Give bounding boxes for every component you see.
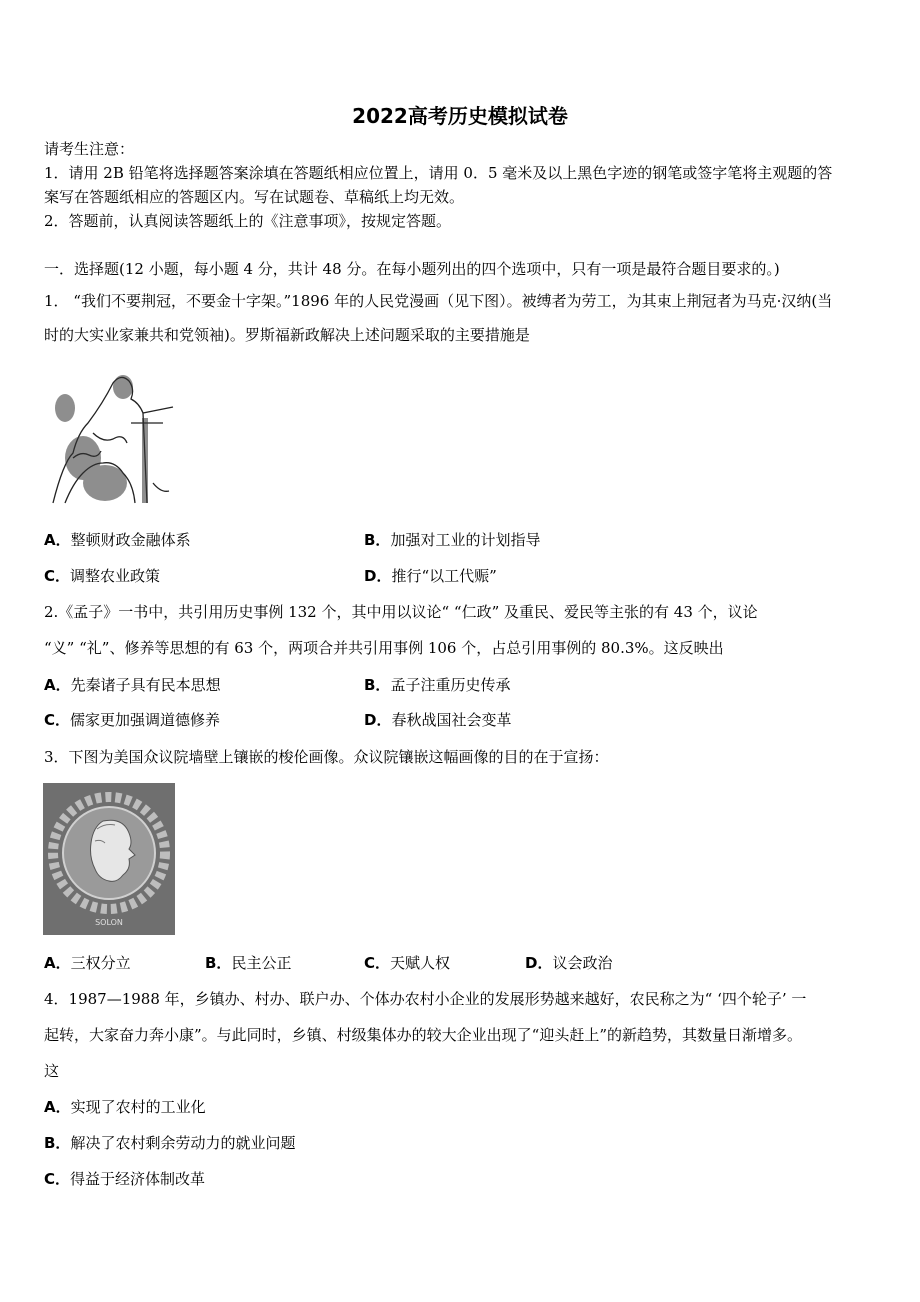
q2-option-c-text: 儒家更加强调道德修养 — [70, 711, 221, 729]
q2-option-a[interactable] — [44, 675, 221, 695]
q4-option-a[interactable] — [44, 1097, 206, 1117]
q4-stem-line-3: 这 — [44, 1062, 60, 1080]
q2-stem-line-2: “义” “礼”、修养等思想的有 63 个，两项合并共引用事例 106 个，占总引用事例的 80.3%。这反映出 — [44, 639, 724, 657]
q4-option-c[interactable] — [44, 1169, 205, 1189]
q3-option-c-label: C． — [364, 954, 391, 972]
q2-option-d-label: D． — [364, 711, 392, 729]
q4-option-c-label: C． — [44, 1170, 71, 1188]
page-title: 2022高考历史模拟试卷 — [352, 104, 568, 128]
q2-option-c[interactable] — [44, 710, 220, 730]
notice-line-1a: 1．请用 2B 铅笔将选择题答案涂填在答题纸相应位置上，请用 0．5 毫米及以上黑色字迹的钢笔或签字笔将主观题的答 — [44, 164, 833, 182]
q4-stem-line-1: 4．1987—1988 年，乡镇办、村办、联户办、个体办农村小企业的发展形势越来越好，农民称之为“ ‘四个轮子’ 一 — [44, 990, 807, 1008]
q3-option-b[interactable] — [205, 953, 291, 973]
q4-option-a-text: 实现了农村的工业化 — [70, 1098, 206, 1116]
q3-option-c[interactable] — [364, 953, 450, 973]
q1-option-c-text: 调整农业政策 — [70, 567, 161, 585]
q4-option-b[interactable] — [44, 1133, 295, 1153]
q1-option-b[interactable] — [364, 530, 540, 550]
q2-option-b-text: 孟子注重历史传承 — [390, 676, 511, 694]
q3-option-d-label: D． — [525, 954, 553, 972]
q3-option-a-label: A． — [44, 954, 71, 972]
q1-option-d[interactable] — [364, 566, 497, 586]
q3-option-d-text: 议会政治 — [552, 954, 613, 972]
q4-option-a-label: A． — [44, 1098, 71, 1116]
q1-stem-line-2: 时的大实业家兼共和党领袖)。罗斯福新政解决上述问题采取的主要措施是 — [44, 326, 530, 344]
q1-option-d-label: D． — [364, 567, 392, 585]
q3-option-a[interactable] — [44, 953, 131, 973]
q3-option-b-label: B． — [205, 954, 232, 972]
q1-option-a[interactable] — [44, 530, 191, 550]
notice-line-2: 2．答题前，认真阅读答题纸上的《注意事项》，按规定答题。 — [44, 212, 452, 230]
q2-option-d-text: 春秋战国社会变革 — [391, 711, 512, 729]
q2-stem-line-1: 2.《孟子》一书中，共引用历史事例 132 个，其中用以议论“ “仁政” 及重民、爱民等主张的有 43 个，议论 — [44, 603, 758, 621]
q1-option-d-text: 推行“以工代赈” — [391, 567, 497, 585]
q1-option-c-label: C． — [44, 567, 71, 585]
q1-option-b-label: B． — [364, 531, 391, 549]
notice-line-1b: 案写在答题纸相应的答题区内。写在试题卷、草稿纸上均无效。 — [44, 188, 465, 206]
cartoon-image — [43, 363, 185, 510]
q4-option-b-label: B． — [44, 1134, 71, 1152]
q1-option-a-label: A． — [44, 531, 71, 549]
q4-stem-line-2: 起转，大家奋力奔小康”。与此同时，乡镇、村级集体办的较大企业出现了“迎头赶上”的新趋势，其数量日渐增多。 — [44, 1026, 803, 1044]
q1-stem-line-1: 1． “我们不要荆冠，不要金十字架。”1896 年的人民党漫画（见下图）。被缚者为劳工，为其束上荆冠者为马克·汉纳(当 — [44, 292, 833, 310]
solon-medallion-image — [43, 783, 175, 935]
q3-option-d[interactable] — [525, 953, 612, 973]
q2-option-b[interactable] — [364, 675, 510, 695]
q2-option-d[interactable] — [364, 710, 511, 730]
q3-option-c-text: 天赋人权 — [390, 954, 451, 972]
q1-option-a-text: 整顿财政金融体系 — [70, 531, 191, 549]
q1-option-c[interactable] — [44, 566, 160, 586]
q3-stem-line-1: 3．下图为美国众议院墙壁上镶嵌的梭伦画像。众议院镶嵌这幅画像的目的在于宣扬： — [44, 748, 609, 766]
q2-option-b-label: B． — [364, 676, 391, 694]
q3-option-b-text: 民主公正 — [231, 954, 292, 972]
section-heading: 一．选择题(12 小题，每小题 4 分，共计 48 分。在每小题列出的四个选项中，只有一项是最符合题目要求的。) — [44, 260, 780, 278]
medallion-label: SOLON — [95, 918, 123, 927]
q3-option-a-text: 三权分立 — [70, 954, 131, 972]
notice-heading: 请考生注意： — [44, 140, 135, 158]
q4-option-b-text: 解决了农村剩余劳动力的就业问题 — [70, 1134, 296, 1152]
q2-option-a-label: A． — [44, 676, 71, 694]
q2-option-a-text: 先秦诸子具有民本思想 — [70, 676, 221, 694]
q2-option-c-label: C． — [44, 711, 71, 729]
q1-option-b-text: 加强对工业的计划指导 — [390, 531, 541, 549]
q4-option-c-text: 得益于经济体制改革 — [70, 1170, 206, 1188]
